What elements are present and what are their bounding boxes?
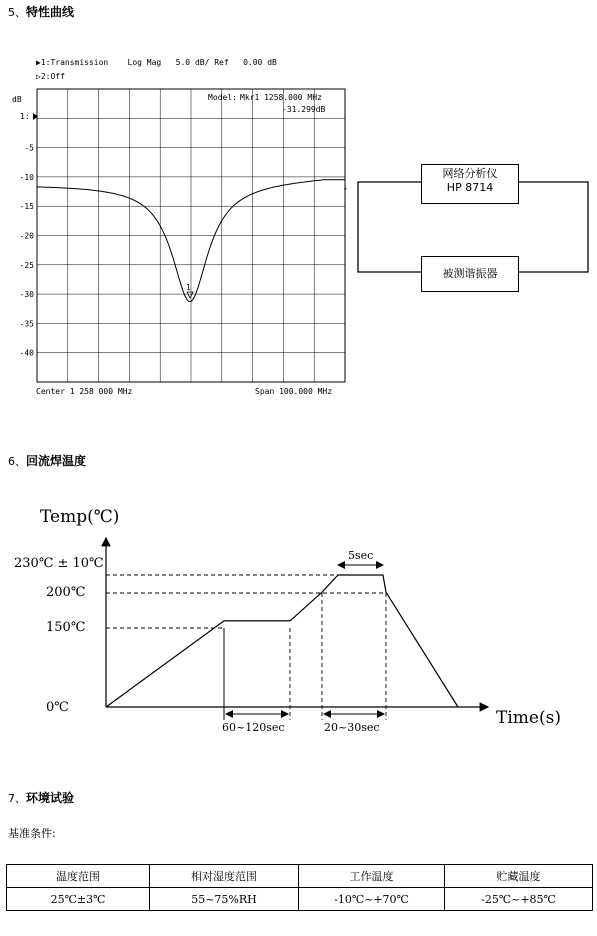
analyzer-plot xyxy=(0,80,360,400)
section-number: 6、 xyxy=(8,455,26,468)
analyzer-header-line1: ▶1:Transmission Log Mag 5.0 dB/ Ref 0.00 dB xyxy=(36,58,277,67)
section-6-heading xyxy=(8,452,86,469)
reflow-duration-label: 20~30sec xyxy=(324,721,380,734)
table-header-cell: 相对湿度范围 xyxy=(150,865,299,888)
dwell-top-label: 5sec xyxy=(348,549,374,562)
section-title: 特性曲线 xyxy=(26,5,75,19)
label-150: 150℃ xyxy=(46,620,86,635)
label-200: 200℃ xyxy=(46,585,86,600)
y-axis-title: Temp(℃) xyxy=(40,507,120,527)
marker-triangle-icon xyxy=(187,292,193,298)
reflow-profile-chart xyxy=(0,490,597,750)
section-title: 环境试验 xyxy=(26,791,75,805)
table-row xyxy=(7,888,593,911)
analyzer-span: Span 100.000 MHz xyxy=(255,387,333,396)
ref-label: 1: xyxy=(20,112,30,121)
x-axis-title: Time(s) xyxy=(496,708,561,728)
instrument-name: 网络分析仪 xyxy=(442,167,498,180)
analyzer-grid xyxy=(37,89,345,382)
y-tick-label: -25 xyxy=(19,260,34,270)
y-tick-label: -20 xyxy=(19,231,34,241)
instrument-box xyxy=(421,164,519,204)
table-header-row xyxy=(7,865,593,888)
reference-lines xyxy=(106,575,386,720)
table-header-cell: 温度范围 xyxy=(7,865,150,888)
setup-right-wire xyxy=(518,182,588,272)
y-tick-label: -40 xyxy=(19,348,34,358)
y-tick-label: -15 xyxy=(19,202,34,212)
table-cell: 25℃±3℃ xyxy=(7,888,150,911)
environment-table xyxy=(6,864,593,911)
marker-frequency: Mkr1 1258.000 MHz xyxy=(240,93,322,102)
table-cell: -25℃~+85℃ xyxy=(445,888,593,911)
section-number: 7、 xyxy=(8,792,26,805)
analyzer-y-ticks xyxy=(20,144,35,358)
trace-end-mark: ↓ xyxy=(343,183,348,192)
marker-number: 1 xyxy=(186,283,191,292)
dut-label: 被测谐振器 xyxy=(442,267,498,280)
analyzer-unit: dB xyxy=(12,95,22,104)
table-cell: -10℃~+70℃ xyxy=(299,888,445,911)
section-number: 5、 xyxy=(8,6,26,19)
y-tick-label: -10 xyxy=(19,172,34,182)
instrument-model: HP 8714 xyxy=(446,181,494,194)
preheat-duration-label: 60~120sec xyxy=(222,721,285,734)
table-cell: 55~75%RH xyxy=(150,888,299,911)
analyzer-header-line2: ▷2:Off xyxy=(36,72,65,81)
conditions-label: 基准条件: xyxy=(8,827,56,840)
y-tick-label: -30 xyxy=(19,290,34,300)
setup-left-wire xyxy=(358,182,421,272)
label-230: 230℃ ± 10℃ xyxy=(14,556,104,571)
temperature-profile-line xyxy=(106,575,458,707)
table-header-cell: 贮藏温度 xyxy=(445,865,593,888)
y-tick-label: -5 xyxy=(24,143,34,153)
section-title: 回流焊温度 xyxy=(26,454,87,468)
analyzer-center: Center 1 258 000 MHz xyxy=(36,387,133,396)
marker-prefix: Model: xyxy=(208,93,237,102)
section-7-heading xyxy=(8,789,74,806)
marker-value: -31.299dB xyxy=(282,105,326,114)
table-header-cell: 工作温度 xyxy=(299,865,445,888)
label-0: 0℃ xyxy=(46,700,69,715)
section-5-heading xyxy=(8,3,74,20)
y-tick-label: -35 xyxy=(19,319,34,329)
dut-box xyxy=(421,256,519,292)
